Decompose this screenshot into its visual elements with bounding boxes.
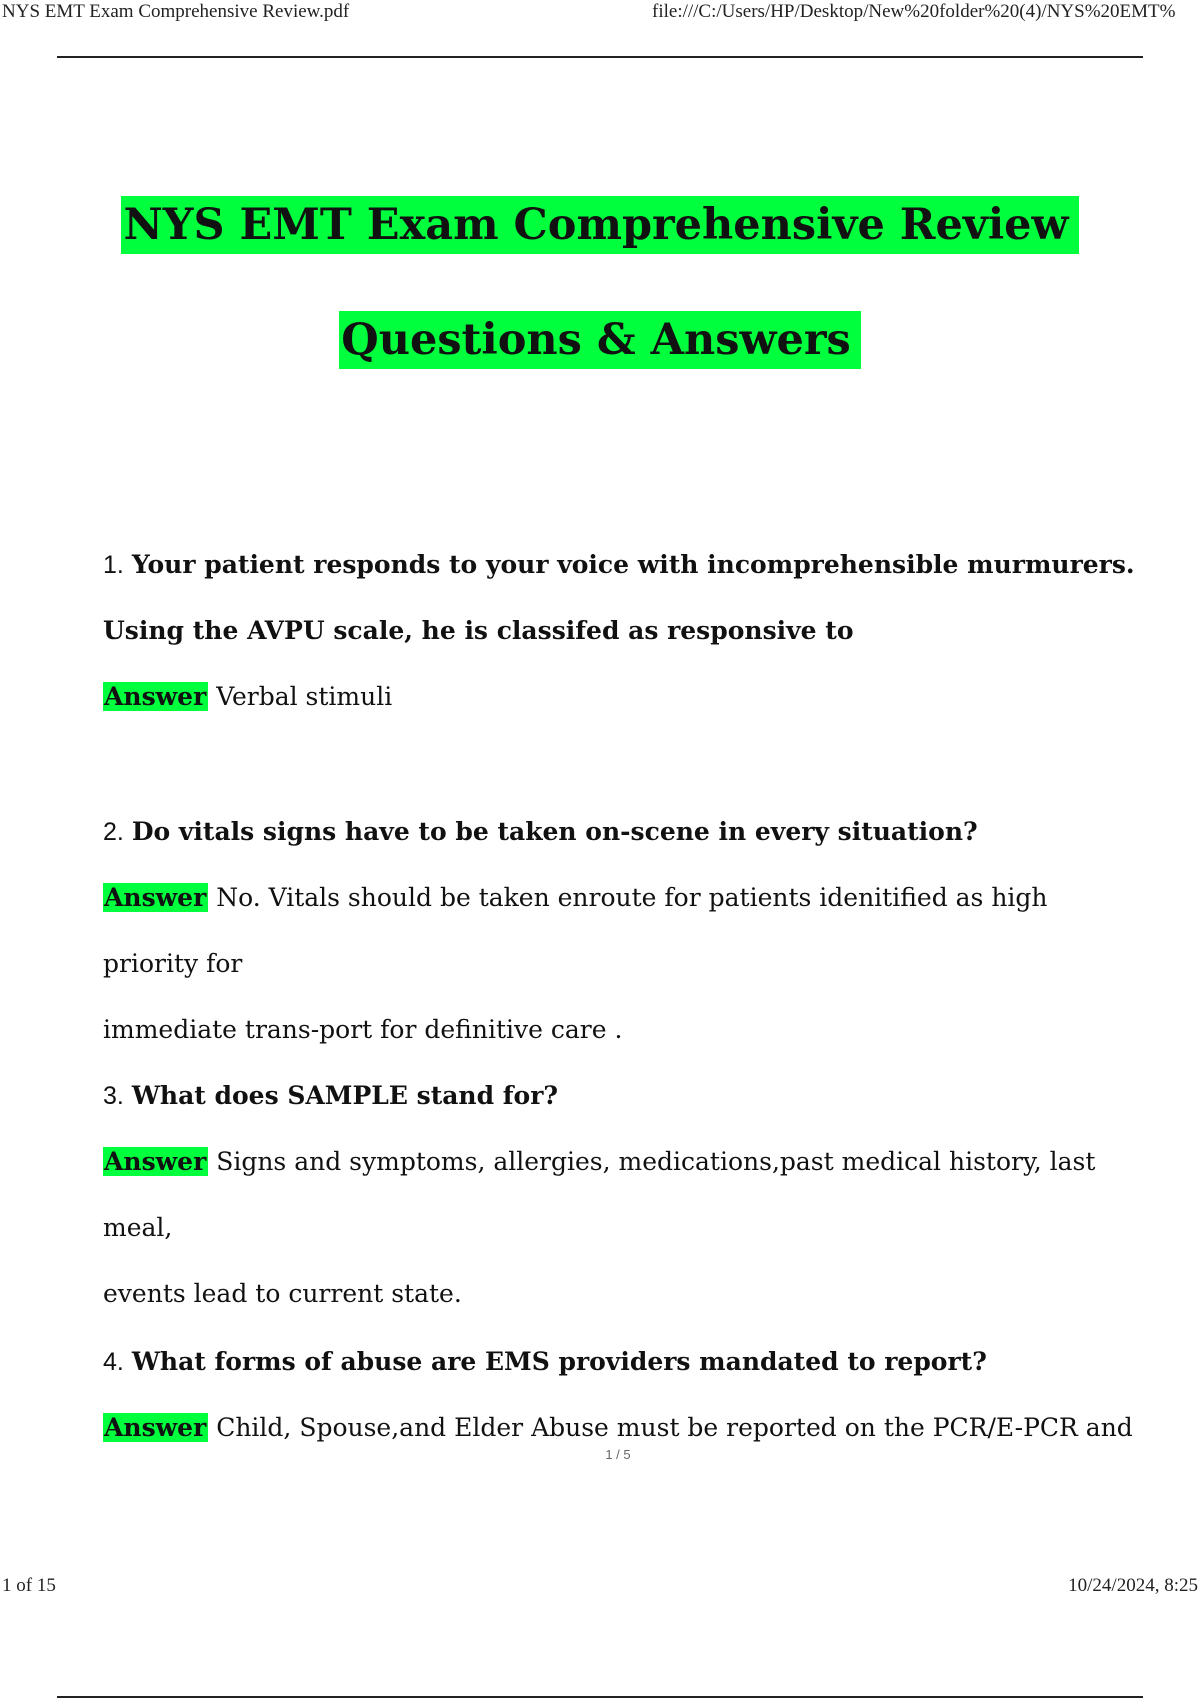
answer-3 bbox=[103, 1129, 1143, 1261]
question-block-3 bbox=[103, 1063, 1143, 1327]
answer-label: Answer bbox=[104, 883, 207, 912]
question-text-continued: Using the AVPU scale, he is classifed as responsive to bbox=[103, 616, 854, 645]
answer-text-continued: immediate trans-port for definitive care . bbox=[103, 1015, 623, 1044]
print-header-title: NYS EMT Exam Comprehensive Review.pdf bbox=[2, 1, 350, 22]
answer-label: Answer bbox=[104, 1147, 207, 1176]
question-4 bbox=[103, 1329, 1143, 1395]
title-line-1: NYS EMT Exam Comprehensive Review bbox=[121, 196, 1078, 254]
answer-label: Answer bbox=[104, 682, 207, 711]
question-text: Do vitals signs have to be taken on-scene in every situation? bbox=[131, 817, 978, 846]
footer-divider bbox=[57, 1696, 1143, 1698]
question-number: 3. bbox=[103, 1082, 124, 1110]
answer-text-continued: events lead to current state. bbox=[103, 1279, 462, 1308]
question-text: Your patient responds to your voice with incomprehensible murmurers. bbox=[131, 550, 1135, 579]
question-block-2 bbox=[103, 799, 1143, 1063]
question-text: What forms of abuse are EMS providers mandated to report? bbox=[131, 1347, 987, 1376]
answer-text: Verbal stimuli bbox=[216, 682, 393, 711]
answer-1 bbox=[103, 664, 1143, 730]
question-block-1 bbox=[103, 532, 1143, 730]
answer-text: Signs and symptoms, allergies, medications,past medical history, last meal, bbox=[103, 1147, 1096, 1242]
header-divider bbox=[57, 56, 1143, 58]
question-3 bbox=[103, 1063, 1143, 1129]
question-block-4 bbox=[103, 1329, 1143, 1461]
print-header bbox=[0, 0, 1200, 26]
question-1 bbox=[103, 532, 1143, 598]
answer-label: Answer bbox=[104, 1413, 207, 1442]
title-line-2: Questions & Answers bbox=[339, 311, 860, 369]
answer-2 bbox=[103, 865, 1143, 997]
question-2 bbox=[103, 799, 1143, 865]
print-datetime: 10/24/2024, 8:25 bbox=[1068, 1575, 1198, 1596]
question-number: 1. bbox=[103, 551, 124, 579]
document-title bbox=[0, 196, 1200, 254]
document-subtitle bbox=[0, 311, 1200, 369]
answer-text: No. Vitals should be taken enroute for patients idenitified as high priority for bbox=[103, 883, 1048, 978]
page-indicator: 1 / 5 bbox=[605, 1447, 631, 1462]
print-header-path: file:///C:/Users/HP/Desktop/New%20folder%20(4)/NYS%20EMT% bbox=[652, 1, 1176, 22]
print-page-count: 1 of 15 bbox=[2, 1575, 56, 1596]
answer-text: Child, Spouse,and Elder Abuse must be reported on the PCR/E-PCR and bbox=[216, 1413, 1133, 1442]
question-number: 2. bbox=[103, 818, 124, 846]
question-text: What does SAMPLE stand for? bbox=[131, 1081, 559, 1110]
question-number: 4. bbox=[103, 1348, 124, 1376]
